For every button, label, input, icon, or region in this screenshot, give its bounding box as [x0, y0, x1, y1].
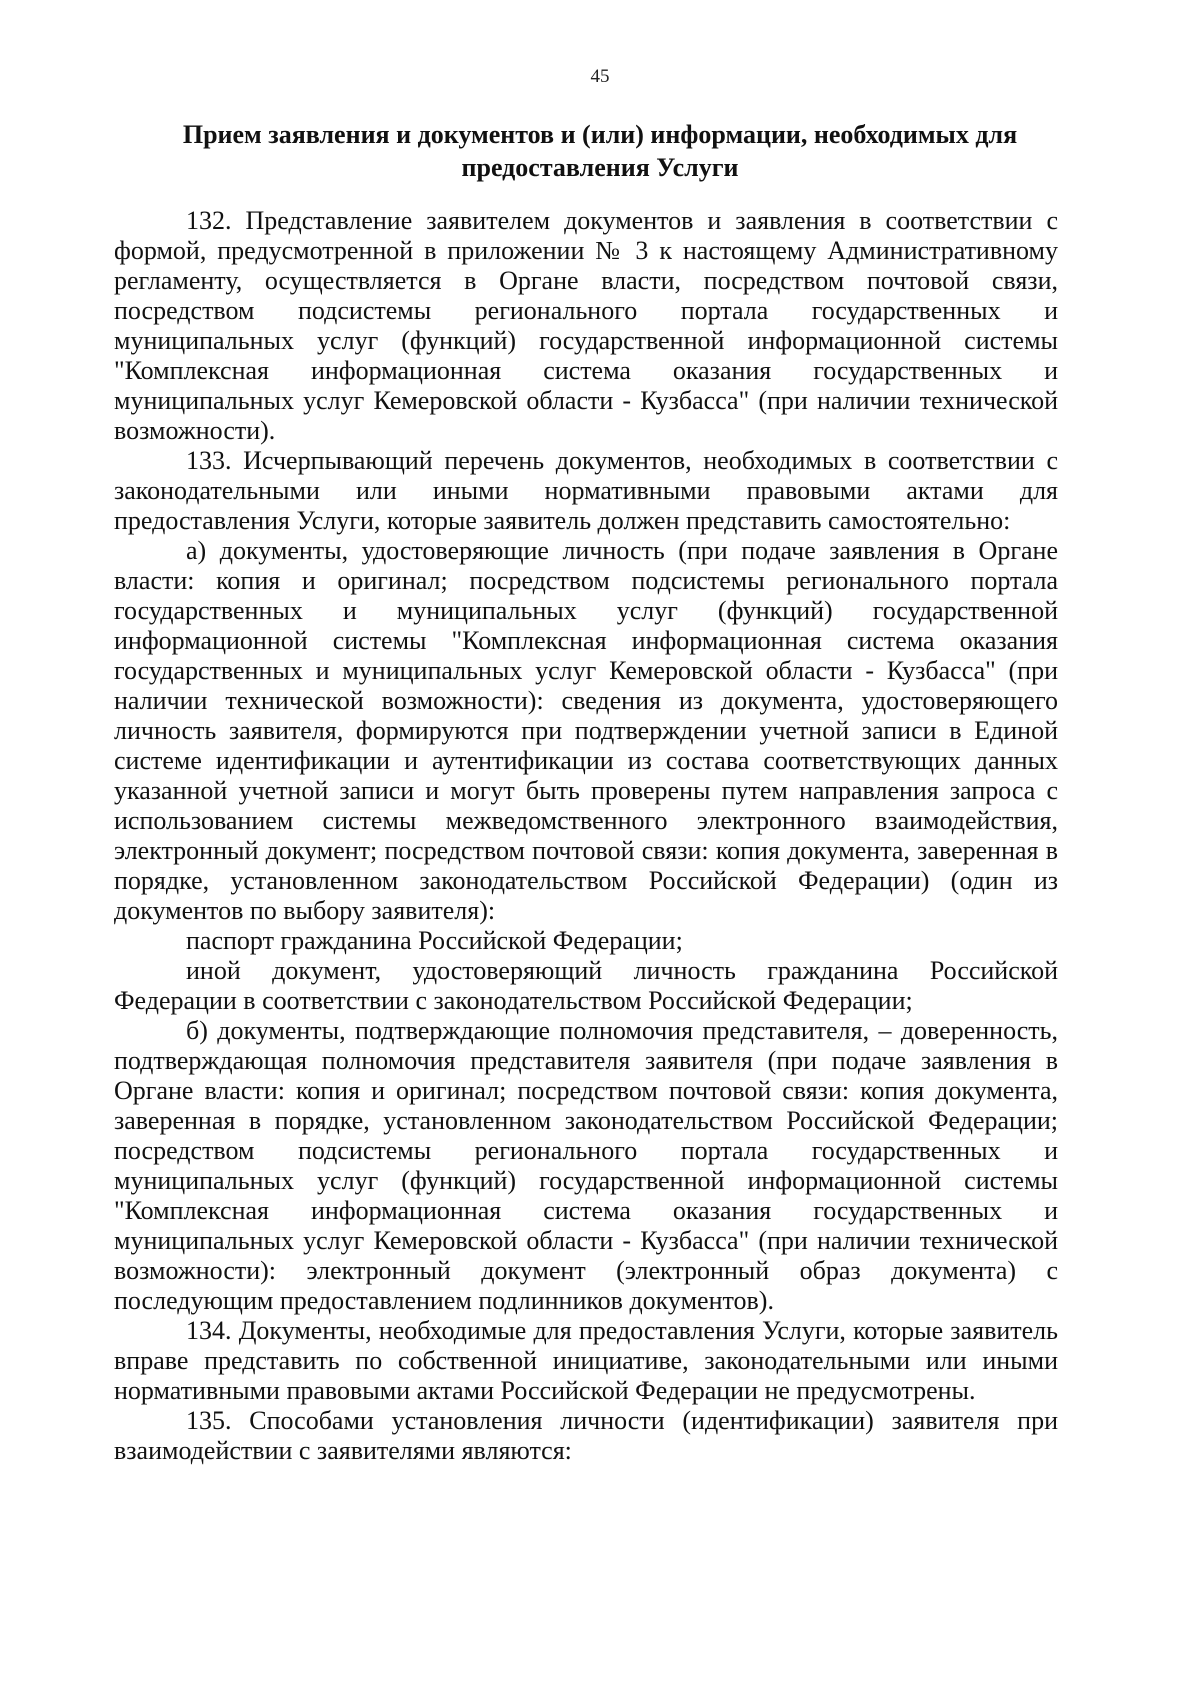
list-item-other-document: иной документ, удостоверяющий личность гражданина Российской Федерации в соответствии с законодательством Российской Федерации;: [114, 956, 1058, 1015]
list-item-passport: паспорт гражданина Российской Федерации;: [186, 926, 683, 955]
document-body: [114, 206, 1058, 1466]
page-number: 45: [590, 66, 610, 87]
paragraph-133-b: б) документы, подтверждающие полномочия представителя, – доверенность, подтверждающая полномочия представителя заявителя (при подаче заявления в Органе власти: копия и оригинал; посредством почтовой связи: копия документа, заверенная в порядке, установленном законодательством Российской Федерации; посредством подсистемы регионального портала государственных и муниципальных услуг (функций) государственной информационной системы "Комплексная информационная система оказания государственных и муниципальных услуг Кемеровской области - Кузбасса" (при наличии технической возможности): электронный документ (электронный образ документа) с последующим предоставлением подлинников документов).: [114, 1016, 1058, 1315]
paragraph-135: 135. Способами установления личности (идентификации) заявителя при взаимодействии с заявителями являются:: [114, 1406, 1058, 1465]
paragraph-132: 132. Представление заявителем документов и заявления в соответствии с формой, предусмотренной в приложении № 3 к настоящему Административному регламенту, осуществляется в Органе власти, посредством почтовой связи, посредством подсистемы регионального портала государственных и муниципальных услуг (функций) государственной информационной системы "Комплексная информационная система оказания государственных и муниципальных услуг Кемеровской области - Кузбасса" (при наличии технической возможности).: [114, 206, 1058, 445]
section-heading: Прием заявления и документов и (или) информации, необходимых для предоставления Услуги: [182, 120, 1018, 182]
paragraph-133-a: а) документы, удостоверяющие личность (при подаче заявления в Органе власти: копия и оригинал; посредством подсистемы регионального портала государственных и муниципальных услуг (функций) государственной информационной системы "Комплексная информационная система оказания государственных и муниципальных услуг Кемеровской области - Кузбасса" (при наличии технической возможности): сведения из документа, удостоверяющего личность заявителя, формируются при подтверждении учетной записи в Единой системе идентификации и аутентификации из состава соответствующих данных указанной учетной записи и могут быть проверены путем направления запроса с использованием системы межведомственного электронного взаимодействия, электронный документ; посредством почтовой связи: копия документа, заверенная в порядке, установленном законодательством Российской Федерации) (один из документов по выбору заявителя):: [114, 536, 1058, 925]
paragraph-133: 133. Исчерпывающий перечень документов, необходимых в соответствии с законодательными или иными нормативными правовыми актами для предоставления Услуги, которые заявитель должен представить самостоятельно:: [114, 446, 1058, 535]
paragraph-134: 134. Документы, необходимые для предоставления Услуги, которые заявитель вправе представить по собственной инициативе, законодательными или иными нормативными правовыми актами Российской Федерации не предусмотрены.: [114, 1316, 1058, 1405]
